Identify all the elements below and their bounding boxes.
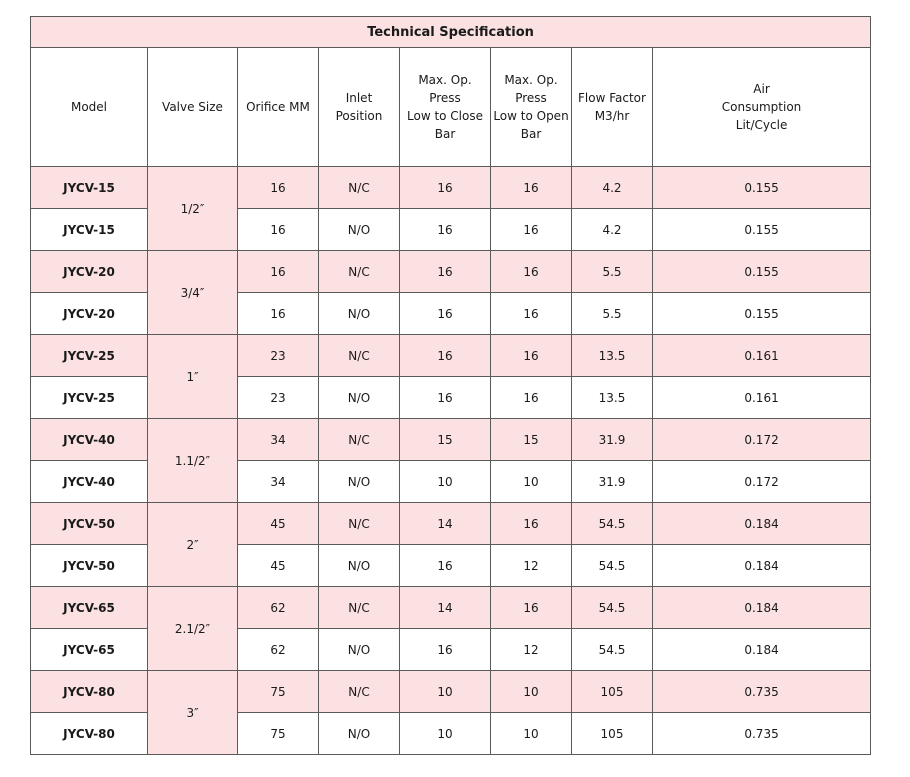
header-air-consumption xyxy=(653,48,871,167)
cell-press-open: 16 xyxy=(491,587,572,629)
cell-orifice: 45 xyxy=(238,545,319,587)
cell-model: JYCV-15 xyxy=(31,209,148,251)
cell-orifice: 34 xyxy=(238,461,319,503)
table-row xyxy=(31,587,871,629)
header-line: Inlet xyxy=(345,91,373,105)
cell-inlet-position: N/C xyxy=(319,587,400,629)
header-line: Low to Open xyxy=(493,109,569,123)
cell-model: JYCV-50 xyxy=(31,545,148,587)
cell-inlet-position: N/C xyxy=(319,167,400,209)
cell-press-close: 16 xyxy=(400,629,491,671)
table-row xyxy=(31,671,871,713)
cell-press-open: 16 xyxy=(491,209,572,251)
cell-inlet-position: N/O xyxy=(319,461,400,503)
header-orifice xyxy=(238,48,319,167)
cell-flow-factor: 5.5 xyxy=(572,251,653,293)
cell-flow-factor: 54.5 xyxy=(572,545,653,587)
cell-flow-factor: 4.2 xyxy=(572,167,653,209)
cell-press-open: 12 xyxy=(491,629,572,671)
cell-valve-size: 1/2″ xyxy=(148,167,238,251)
cell-press-open: 16 xyxy=(491,251,572,293)
cell-flow-factor: 5.5 xyxy=(572,293,653,335)
cell-air-consumption: 0.172 xyxy=(653,419,871,461)
cell-flow-factor: 54.5 xyxy=(572,503,653,545)
cell-valve-size: 3″ xyxy=(148,671,238,755)
cell-press-open: 10 xyxy=(491,671,572,713)
header-model xyxy=(31,48,148,167)
header-line: M3/hr xyxy=(594,109,630,123)
cell-valve-size: 3/4″ xyxy=(148,251,238,335)
cell-inlet-position: N/O xyxy=(319,293,400,335)
cell-orifice: 16 xyxy=(238,209,319,251)
cell-model: JYCV-25 xyxy=(31,335,148,377)
cell-inlet-position: N/O xyxy=(319,209,400,251)
cell-model: JYCV-20 xyxy=(31,293,148,335)
header-line: Consumption xyxy=(721,100,802,114)
cell-air-consumption: 0.735 xyxy=(653,713,871,755)
cell-orifice: 16 xyxy=(238,293,319,335)
cell-press-open: 16 xyxy=(491,503,572,545)
header-line: Flow Factor xyxy=(578,91,646,105)
cell-inlet-position: N/C xyxy=(319,671,400,713)
table-row xyxy=(31,251,871,293)
cell-air-consumption: 0.735 xyxy=(653,671,871,713)
cell-flow-factor: 4.2 xyxy=(572,209,653,251)
cell-model: JYCV-20 xyxy=(31,251,148,293)
technical-specification-table xyxy=(30,16,871,755)
cell-press-open: 16 xyxy=(491,335,572,377)
cell-air-consumption: 0.155 xyxy=(653,251,871,293)
cell-valve-size: 2.1/2″ xyxy=(148,587,238,671)
cell-orifice: 23 xyxy=(238,377,319,419)
cell-press-close: 10 xyxy=(400,713,491,755)
cell-press-open: 16 xyxy=(491,167,572,209)
header-line: Bar xyxy=(434,127,456,141)
cell-valve-size: 1″ xyxy=(148,335,238,419)
cell-inlet-position: N/C xyxy=(319,335,400,377)
table-row xyxy=(31,503,871,545)
header-line: Air xyxy=(753,82,770,96)
cell-orifice: 16 xyxy=(238,251,319,293)
cell-inlet-position: N/C xyxy=(319,251,400,293)
cell-press-open: 16 xyxy=(491,293,572,335)
cell-press-open: 10 xyxy=(491,713,572,755)
cell-inlet-position: N/O xyxy=(319,377,400,419)
cell-flow-factor: 13.5 xyxy=(572,335,653,377)
cell-orifice: 16 xyxy=(238,167,319,209)
header-inlet-position xyxy=(319,48,400,167)
cell-press-close: 16 xyxy=(400,335,491,377)
header-line: Position xyxy=(335,109,383,123)
cell-press-close: 10 xyxy=(400,671,491,713)
cell-press-open: 16 xyxy=(491,377,572,419)
cell-air-consumption: 0.184 xyxy=(653,503,871,545)
cell-flow-factor: 54.5 xyxy=(572,587,653,629)
header-max-press-open xyxy=(491,48,572,167)
cell-inlet-position: N/C xyxy=(319,503,400,545)
cell-press-close: 14 xyxy=(400,503,491,545)
cell-model: JYCV-40 xyxy=(31,419,148,461)
cell-press-close: 16 xyxy=(400,209,491,251)
cell-flow-factor: 105 xyxy=(572,671,653,713)
header-line: Orifice MM xyxy=(246,100,310,114)
header-line: Max. Op. xyxy=(504,73,558,87)
cell-air-consumption: 0.184 xyxy=(653,629,871,671)
cell-valve-size: 2″ xyxy=(148,503,238,587)
cell-model: JYCV-80 xyxy=(31,671,148,713)
cell-inlet-position: N/O xyxy=(319,629,400,671)
cell-inlet-position: N/O xyxy=(319,545,400,587)
cell-orifice: 34 xyxy=(238,419,319,461)
cell-inlet-position: N/C xyxy=(319,419,400,461)
cell-model: JYCV-80 xyxy=(31,713,148,755)
cell-model: JYCV-25 xyxy=(31,377,148,419)
cell-air-consumption: 0.155 xyxy=(653,167,871,209)
cell-press-close: 16 xyxy=(400,293,491,335)
title-row xyxy=(31,17,871,48)
cell-orifice: 62 xyxy=(238,629,319,671)
cell-model: JYCV-65 xyxy=(31,587,148,629)
cell-orifice: 75 xyxy=(238,713,319,755)
cell-flow-factor: 31.9 xyxy=(572,461,653,503)
cell-model: JYCV-50 xyxy=(31,503,148,545)
cell-air-consumption: 0.161 xyxy=(653,335,871,377)
table-body xyxy=(31,167,871,755)
cell-press-close: 16 xyxy=(400,377,491,419)
cell-flow-factor: 54.5 xyxy=(572,629,653,671)
cell-air-consumption: 0.172 xyxy=(653,461,871,503)
header-line: Bar xyxy=(520,127,542,141)
cell-press-close: 10 xyxy=(400,461,491,503)
cell-air-consumption: 0.155 xyxy=(653,209,871,251)
cell-air-consumption: 0.155 xyxy=(653,293,871,335)
cell-flow-factor: 105 xyxy=(572,713,653,755)
cell-inlet-position: N/O xyxy=(319,713,400,755)
cell-orifice: 23 xyxy=(238,335,319,377)
cell-air-consumption: 0.161 xyxy=(653,377,871,419)
header-line: Low to Close xyxy=(407,109,483,123)
header-line: Max. Op. xyxy=(418,73,472,87)
cell-press-open: 12 xyxy=(491,545,572,587)
cell-flow-factor: 31.9 xyxy=(572,419,653,461)
header-line: Model xyxy=(70,100,108,114)
header-max-press-close xyxy=(400,48,491,167)
cell-flow-factor: 13.5 xyxy=(572,377,653,419)
header-valve-size xyxy=(148,48,238,167)
cell-press-open: 15 xyxy=(491,419,572,461)
cell-model: JYCV-15 xyxy=(31,167,148,209)
header-line: Lit/Cycle xyxy=(735,118,788,132)
cell-model: JYCV-40 xyxy=(31,461,148,503)
cell-air-consumption: 0.184 xyxy=(653,587,871,629)
cell-air-consumption: 0.184 xyxy=(653,545,871,587)
cell-orifice: 62 xyxy=(238,587,319,629)
header-line: Press xyxy=(515,91,547,105)
cell-model: JYCV-65 xyxy=(31,629,148,671)
cell-press-close: 16 xyxy=(400,167,491,209)
header-line: Valve Size xyxy=(162,100,223,114)
header-flow-factor xyxy=(572,48,653,167)
header-row xyxy=(31,48,871,167)
table-row xyxy=(31,335,871,377)
cell-press-close: 15 xyxy=(400,419,491,461)
table-row xyxy=(31,167,871,209)
table-row xyxy=(31,419,871,461)
cell-press-close: 16 xyxy=(400,545,491,587)
cell-press-close: 16 xyxy=(400,251,491,293)
cell-press-open: 10 xyxy=(491,461,572,503)
table-title: Technical Specification xyxy=(31,17,871,48)
header-line: Press xyxy=(429,91,461,105)
cell-press-close: 14 xyxy=(400,587,491,629)
cell-orifice: 75 xyxy=(238,671,319,713)
cell-valve-size: 1.1/2″ xyxy=(148,419,238,503)
cell-orifice: 45 xyxy=(238,503,319,545)
